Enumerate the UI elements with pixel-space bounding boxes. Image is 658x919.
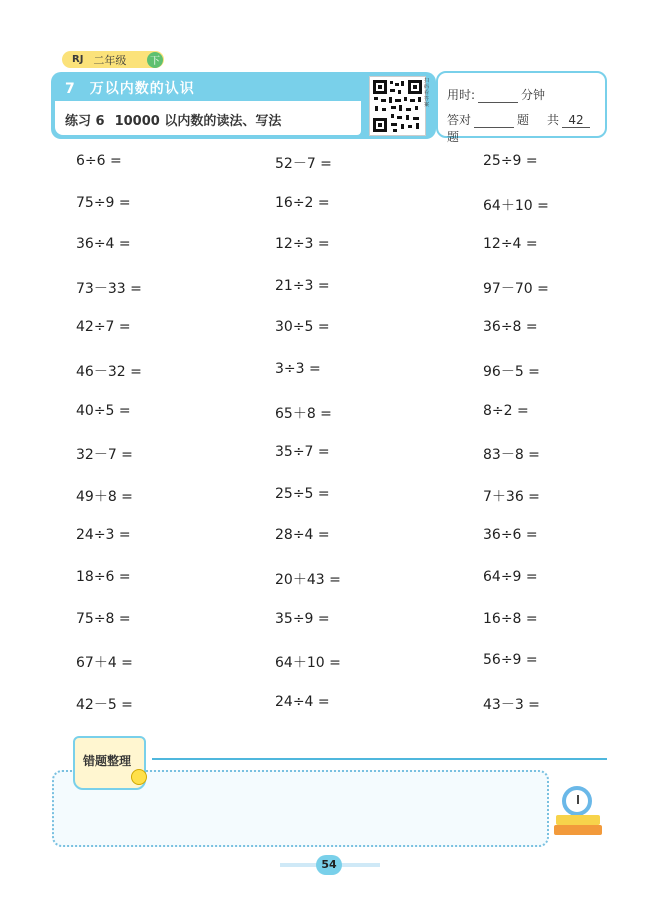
problem-2-12: 35÷9 = [275, 610, 330, 627]
problem-3-1: 25÷9 = [483, 153, 538, 169]
problem-2-5: 30÷5 = [275, 319, 330, 336]
problem-2-6: 3÷3 = [275, 361, 321, 377]
unit-title [65, 78, 195, 98]
unit-name: 万以内数的认识 [89, 81, 195, 97]
lightbulb-icon [131, 769, 147, 785]
series-code: RJ [72, 54, 84, 65]
problem-3-14: 43－3 = [483, 696, 540, 713]
time-unit: 分钟 [521, 88, 546, 102]
problem-3-13: 56÷9 = [483, 652, 538, 669]
problem-2-9: 25÷5 = [275, 485, 330, 502]
unit-number: 7 [65, 81, 76, 97]
time-row [447, 86, 545, 103]
correct-unit: 题 [517, 113, 530, 127]
problem-1-13: 67＋4 = [76, 655, 133, 672]
info-box [436, 71, 607, 144]
problem-2-4: 21÷3 = [275, 277, 330, 294]
problem-2-8: 35÷7 = [275, 444, 330, 461]
problem-2-13: 64＋10 = [275, 655, 341, 672]
qr-code-icon[interactable] [369, 76, 426, 136]
problem-1-14: 42－5 = [76, 696, 133, 713]
problem-1-3: 36÷4 = [76, 236, 131, 253]
total-count: 42 [562, 113, 590, 128]
problem-1-4: 73－33 = [76, 280, 142, 297]
grade-badge [62, 51, 164, 68]
volume-label: 下 [147, 52, 163, 68]
corrections-label: 错题整理 [83, 754, 132, 768]
problem-2-14: 24÷4 = [275, 693, 330, 710]
problem-1-12: 75÷8 = [76, 610, 131, 627]
problem-3-3: 12÷4 = [483, 236, 538, 253]
books-icon [556, 815, 600, 825]
problem-1-8: 32－7 = [76, 447, 133, 464]
problem-1-7: 40÷5 = [76, 402, 131, 419]
total-unit: 题 [447, 130, 460, 144]
lesson-title [65, 110, 281, 129]
problem-3-10: 36÷6 = [483, 527, 538, 544]
problem-3-6: 96－5 = [483, 364, 540, 380]
correct-blank[interactable] [474, 127, 514, 128]
problem-2-10: 28÷4 = [275, 527, 330, 544]
problem-2-3: 12÷3 = [275, 236, 330, 253]
lesson-name: 10000 以内数的读法、写法 [114, 114, 282, 129]
corrections-divider [152, 758, 607, 760]
problem-3-11: 64÷9 = [483, 569, 538, 585]
correct-label: 答对 [447, 113, 472, 127]
alarm-clock-icon [562, 786, 592, 816]
page-number: 54 [316, 855, 342, 875]
problem-1-2: 75÷9 = [76, 194, 131, 211]
qr-caption: 扫码看答案 [424, 78, 430, 108]
grade-label: 二年级 [93, 53, 127, 67]
problem-3-12: 16÷8 = [483, 610, 538, 627]
problem-2-7: 65＋8 = [275, 405, 332, 422]
problem-3-7: 8÷2 = [483, 402, 529, 419]
problem-3-8: 83－8 = [483, 447, 540, 464]
problem-2-11: 20＋43 = [275, 572, 341, 588]
problem-3-9: 7＋36 = [483, 488, 540, 505]
time-label: 用时: [447, 88, 476, 102]
problem-1-5: 42÷7 = [76, 319, 131, 336]
problem-3-5: 36÷8 = [483, 319, 538, 336]
time-blank[interactable] [478, 102, 518, 103]
problem-1-9: 49＋8 = [76, 488, 133, 505]
problem-1-10: 24÷3 = [76, 527, 131, 544]
problem-1-1: 6÷6 = [76, 153, 122, 169]
problem-2-2: 16÷2 = [275, 194, 330, 211]
books-icon-lower [554, 825, 602, 835]
lesson-code: 练习 6 [65, 114, 105, 129]
lesson-box [55, 101, 361, 135]
problem-2-1: 52－7 = [275, 156, 332, 172]
problem-3-2: 64＋10 = [483, 197, 549, 214]
total-label: 共 [547, 113, 560, 127]
problem-3-4: 97－70 = [483, 280, 549, 297]
score-row [447, 111, 605, 145]
problem-1-6: 46－32 = [76, 364, 142, 380]
problem-1-11: 18÷6 = [76, 569, 131, 585]
